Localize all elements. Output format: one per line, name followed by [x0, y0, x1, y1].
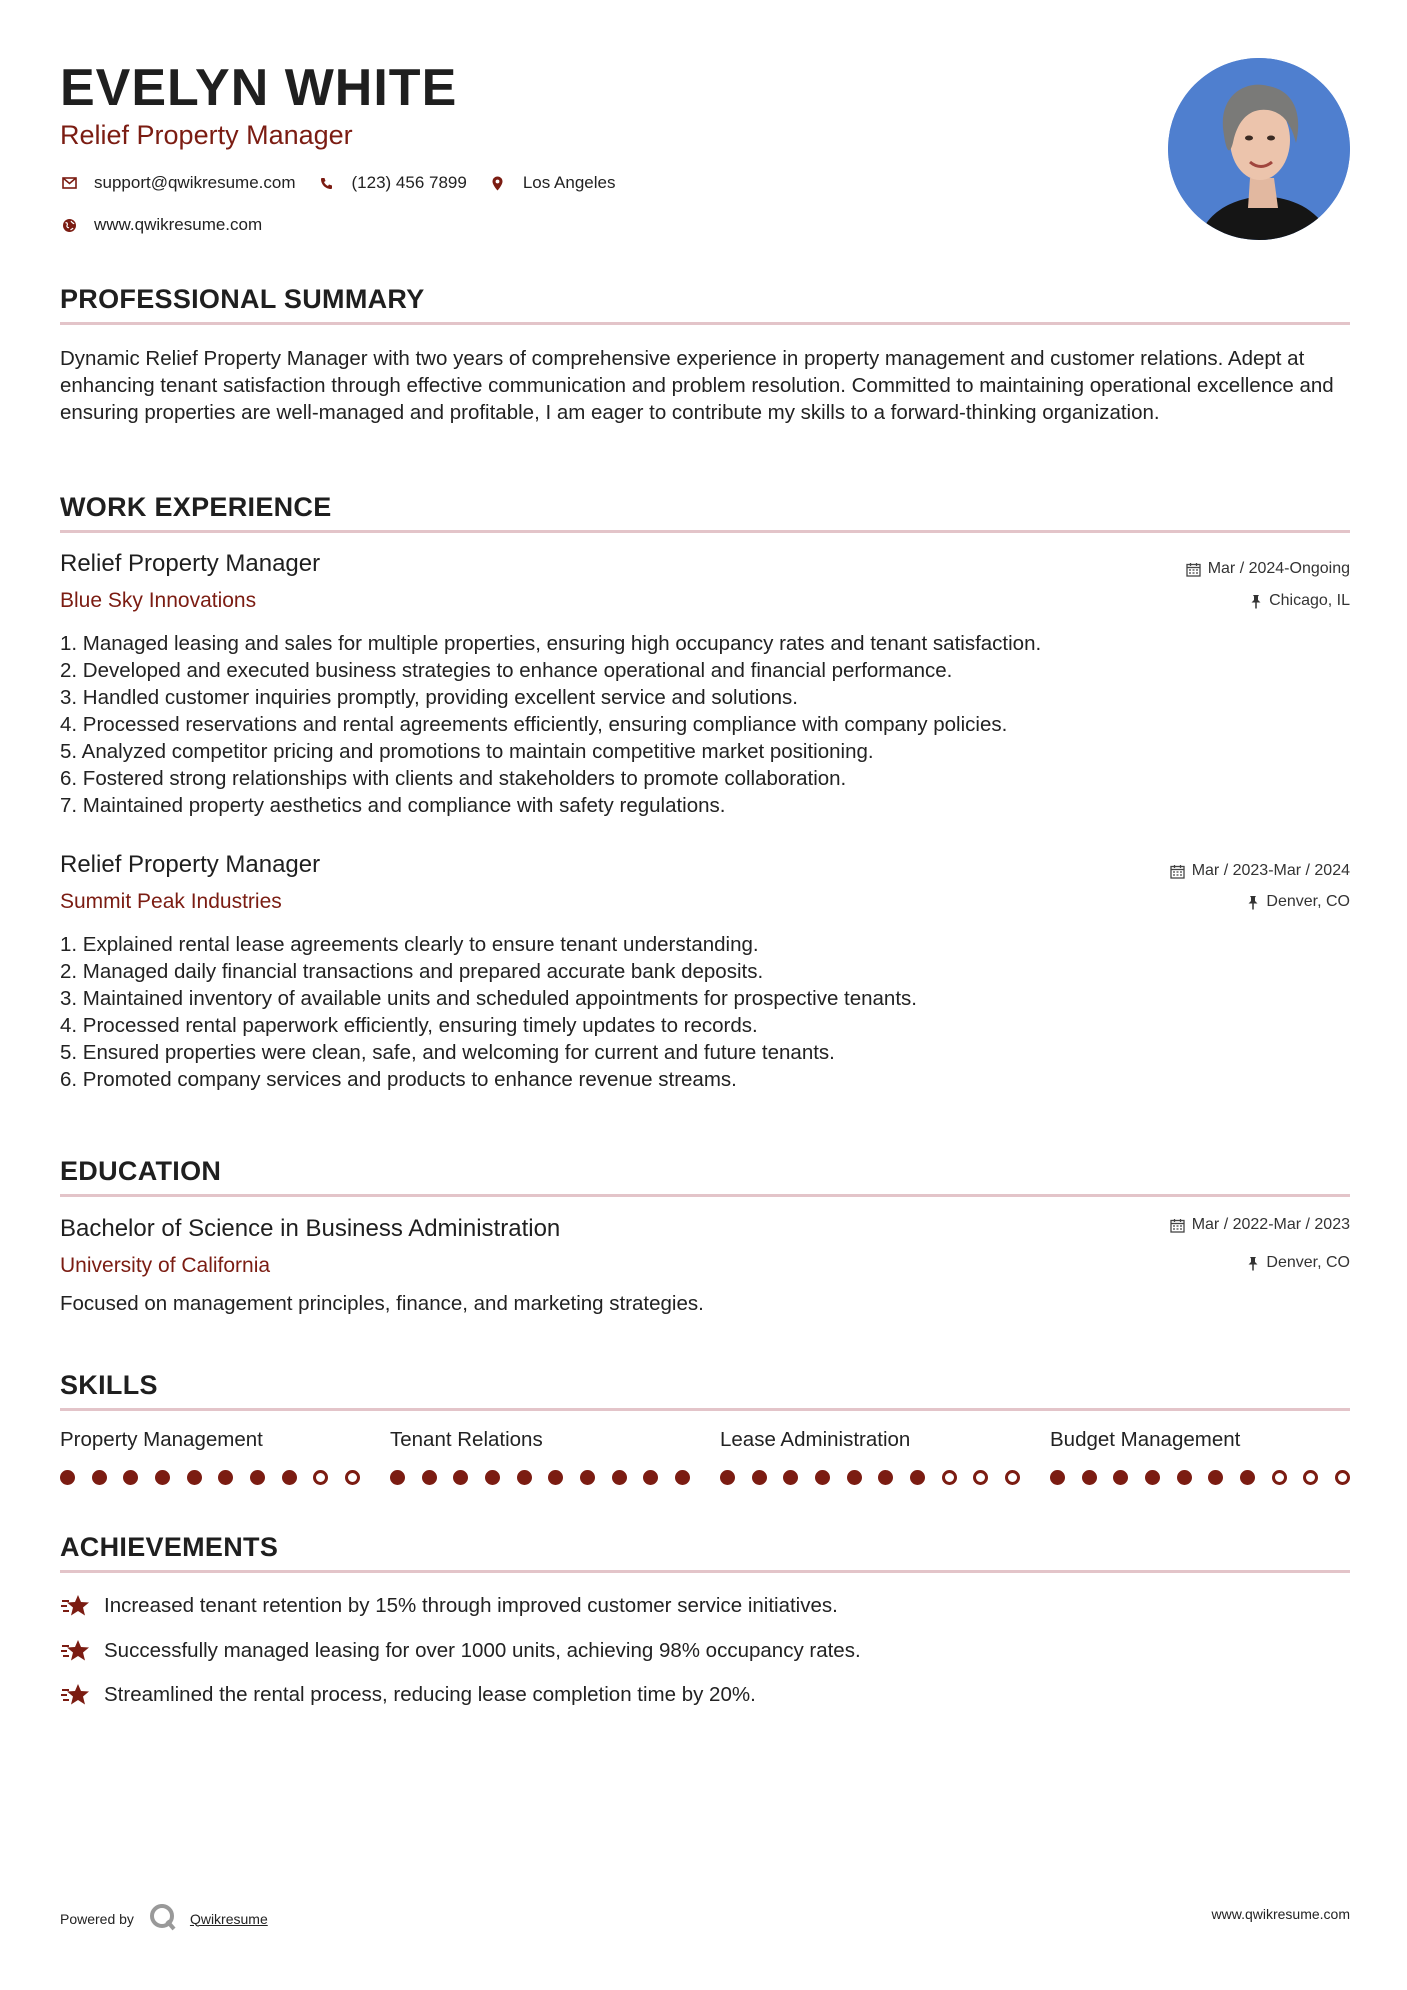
- skill-item: [60, 1428, 360, 1485]
- email-item[interactable]: [60, 173, 296, 193]
- achievement-text: Streamlined the rental process, reducing lease completion time by 20%.: [104, 1683, 756, 1706]
- globe-icon: [60, 216, 78, 234]
- location-pin-icon: [489, 174, 507, 192]
- summary-divider: [60, 322, 1350, 325]
- pushpin-icon: [1247, 895, 1259, 910]
- skill-name: Budget Management: [1050, 1428, 1241, 1451]
- rating-dot-filled: [250, 1470, 265, 1485]
- list-item: 5. Ensured properties were clean, safe, and welcoming for current and future tenants.: [60, 1041, 835, 1064]
- achievements-divider: [60, 1570, 1350, 1573]
- job-location-text: Denver, CO: [1266, 893, 1350, 910]
- rating-dot-empty: [942, 1470, 957, 1485]
- rating-dot-filled: [60, 1470, 75, 1485]
- resume-page: [60, 0, 1350, 1990]
- education-divider: [60, 1194, 1350, 1197]
- summary-text: Dynamic Relief Property Manager with two years of comprehensive experience in property management and customer relations. Adept at enhancing tenant satisfaction through effective communication and problem resolution. Committed to maintaining operational excellence and ensuring properties are well-managed and profitable, I am eager to contribute my skills to a forward-thinking organization.: [60, 347, 1334, 424]
- rating-dot-filled: [187, 1470, 202, 1485]
- candidate-role: Relief Property Manager: [60, 120, 353, 150]
- calendar-icon: [1170, 1218, 1185, 1233]
- rating-dot-filled: [910, 1470, 925, 1485]
- location-text: Los Angeles: [522, 173, 616, 192]
- list-item: 7. Maintained property aesthetics and compliance with safety regulations.: [60, 794, 726, 817]
- rating-dot-filled: [1240, 1470, 1255, 1485]
- calendar-icon: [1186, 562, 1201, 577]
- pushpin-icon: [1247, 1256, 1259, 1271]
- job-dates-text: Mar / 2024-Ongoing: [1207, 560, 1350, 577]
- skill-rating: [1050, 1470, 1350, 1485]
- job-location: [1250, 592, 1350, 610]
- list-item: 2. Developed and executed business strategies to enhance operational and financial performance.: [60, 659, 953, 682]
- qwikresume-link[interactable]: Qwikresume: [189, 1910, 268, 1927]
- list-item: 1. Explained rental lease agreements clearly to ensure tenant understanding.: [60, 933, 759, 956]
- achievement-item: [60, 1637, 861, 1665]
- rating-dot-filled: [752, 1470, 767, 1485]
- education-location: [1247, 1254, 1350, 1272]
- education-description: Focused on management principles, finance, and marketing strategies.: [60, 1292, 704, 1315]
- list-item: 5. Analyzed competitor pricing and promotions to maintain competitive market positioning.: [60, 740, 874, 763]
- achievement-item: [60, 1681, 756, 1709]
- rating-dot-filled: [783, 1470, 798, 1485]
- achievement-item: [60, 1592, 838, 1620]
- skill-item: [390, 1428, 690, 1485]
- rating-dot-filled: [282, 1470, 297, 1485]
- candidate-name: EVELYN WHITE: [60, 59, 458, 117]
- list-item: 3. Maintained inventory of available units and scheduled appointments for prospective tenants.: [60, 987, 917, 1010]
- list-item: 4. Processed rental paperwork efficiently, ensuring timely updates to records.: [60, 1014, 758, 1037]
- job-dates-text: Mar / 2023-Mar / 2024: [1191, 862, 1350, 879]
- rating-dot-filled: [1082, 1470, 1097, 1485]
- job-location: [1247, 893, 1350, 911]
- star-award-icon: [60, 1637, 92, 1665]
- rating-dot-filled: [612, 1470, 627, 1485]
- rating-dot-filled: [1208, 1470, 1223, 1485]
- rating-dot-empty: [1005, 1470, 1020, 1485]
- rating-dot-empty: [973, 1470, 988, 1485]
- education-dates: [1170, 1216, 1350, 1234]
- footer-website[interactable]: www.qwikresume.com: [1211, 1906, 1350, 1922]
- rating-dot-empty: [1335, 1470, 1350, 1485]
- rating-dot-filled: [453, 1470, 468, 1485]
- rating-dot-filled: [92, 1470, 107, 1485]
- skill-rating: [390, 1470, 690, 1485]
- job-bullets: [60, 931, 1350, 1093]
- job-company: Blue Sky Innovations: [60, 589, 257, 612]
- rating-dot-empty: [1272, 1470, 1287, 1485]
- skill-name: Lease Administration: [720, 1428, 911, 1451]
- rating-dot-empty: [1303, 1470, 1318, 1485]
- education-heading: EDUCATION: [60, 1156, 222, 1186]
- rating-dot-filled: [123, 1470, 138, 1485]
- rating-dot-filled: [218, 1470, 233, 1485]
- job-company: Summit Peak Industries: [60, 890, 282, 913]
- rating-dot-filled: [485, 1470, 500, 1485]
- star-award-icon: [60, 1592, 92, 1620]
- website-item[interactable]: [60, 215, 262, 235]
- rating-dot-empty: [313, 1470, 328, 1485]
- rating-dot-filled: [422, 1470, 437, 1485]
- job-location-text: Chicago, IL: [1269, 592, 1350, 609]
- phone-text: (123) 456 7899: [351, 173, 467, 192]
- envelope-icon: [60, 174, 78, 192]
- summary-heading: PROFESSIONAL SUMMARY: [60, 284, 425, 314]
- website-row: [60, 215, 284, 235]
- rating-dot-filled: [155, 1470, 170, 1485]
- experience-divider: [60, 530, 1350, 533]
- skill-item: [1050, 1428, 1350, 1485]
- rating-dot-filled: [580, 1470, 595, 1485]
- rating-dot-filled: [1177, 1470, 1192, 1485]
- skills-divider: [60, 1408, 1350, 1411]
- rating-dot-filled: [878, 1470, 893, 1485]
- job-dates: [1170, 862, 1350, 880]
- rating-dot-filled: [1050, 1470, 1065, 1485]
- rating-dot-empty: [345, 1470, 360, 1485]
- phone-icon: [318, 174, 336, 192]
- powered-by-label: Powered by: [60, 1910, 134, 1927]
- footer-powered-by: [60, 1902, 268, 1935]
- qwikresume-logo-icon: [148, 1902, 178, 1935]
- rating-dot-filled: [548, 1470, 563, 1485]
- contact-row: [60, 173, 637, 193]
- list-item: 6. Promoted company services and products to enhance revenue streams.: [60, 1068, 737, 1091]
- job-bullets: [60, 630, 1350, 819]
- website-text: www.qwikresume.com: [94, 215, 263, 234]
- pushpin-icon: [1250, 594, 1262, 609]
- achievement-text: Increased tenant retention by 15% through improved customer service initiatives.: [104, 1594, 838, 1617]
- email-text: support@qwikresume.com: [94, 173, 296, 192]
- skills-grid: [60, 1428, 1350, 1485]
- job-dates: [1186, 560, 1350, 578]
- phone-item[interactable]: [318, 173, 467, 193]
- list-item: 3. Handled customer inquiries promptly, providing excellent service and solutions.: [60, 686, 798, 709]
- rating-dot-filled: [1113, 1470, 1128, 1485]
- skill-rating: [60, 1470, 360, 1485]
- rating-dot-filled: [643, 1470, 658, 1485]
- job-title: Relief Property Manager: [60, 851, 321, 878]
- achievements-heading: ACHIEVEMENTS: [60, 1532, 279, 1562]
- skill-name: Tenant Relations: [390, 1428, 543, 1451]
- list-item: 2. Managed daily financial transactions and prepared accurate bank deposits.: [60, 960, 764, 983]
- experience-heading: WORK EXPERIENCE: [60, 492, 332, 522]
- achievement-text: Successfully managed leasing for over 1000 units, achieving 98% occupancy rates.: [104, 1639, 861, 1662]
- school-name: University of California: [60, 1254, 271, 1277]
- degree-title: Bachelor of Science in Business Administration: [60, 1215, 561, 1242]
- rating-dot-filled: [390, 1470, 405, 1485]
- list-item: 1. Managed leasing and sales for multiple properties, ensuring high occupancy rates and tenant satisfaction.: [60, 632, 1042, 655]
- calendar-icon: [1170, 864, 1185, 879]
- skills-heading: SKILLS: [60, 1370, 158, 1400]
- profile-photo: [1168, 58, 1350, 240]
- education-dates-text: Mar / 2022-Mar / 2023: [1191, 1216, 1350, 1233]
- rating-dot-filled: [1145, 1470, 1160, 1485]
- skill-rating: [720, 1470, 1020, 1485]
- job-title: Relief Property Manager: [60, 550, 321, 577]
- rating-dot-filled: [517, 1470, 532, 1485]
- skill-name: Property Management: [60, 1428, 263, 1451]
- location-item: [489, 173, 616, 193]
- rating-dot-filled: [720, 1470, 735, 1485]
- skill-item: [720, 1428, 1020, 1485]
- rating-dot-filled: [815, 1470, 830, 1485]
- education-location-text: Denver, CO: [1266, 1254, 1350, 1271]
- list-item: 6. Fostered strong relationships with clients and stakeholders to promote collaboration.: [60, 767, 847, 790]
- rating-dot-filled: [847, 1470, 862, 1485]
- list-item: 4. Processed reservations and rental agreements efficiently, ensuring compliance with company policies.: [60, 713, 1008, 736]
- rating-dot-filled: [675, 1470, 690, 1485]
- star-award-icon: [60, 1681, 92, 1709]
